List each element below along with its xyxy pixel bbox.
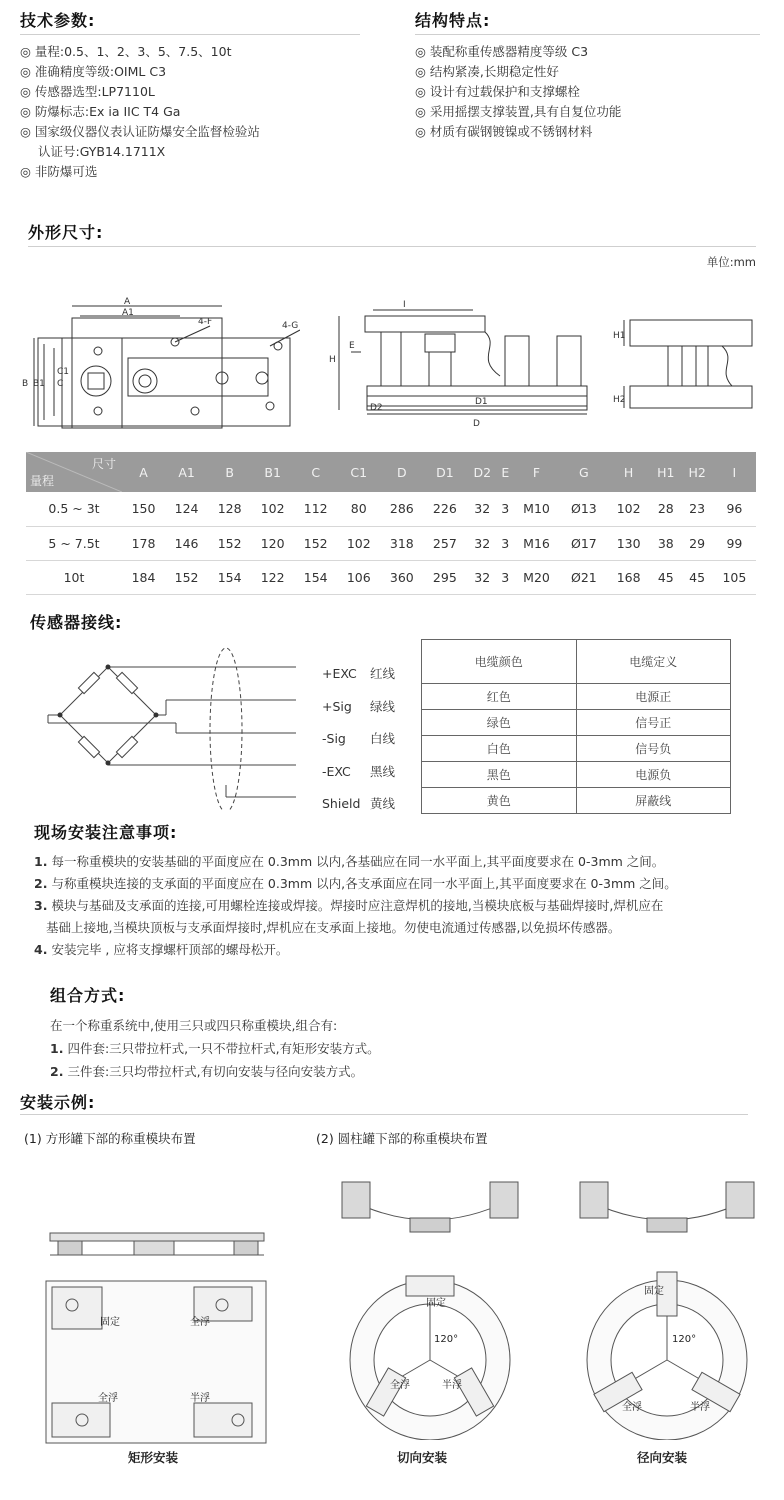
structure-title: 结构特点: xyxy=(415,11,491,30)
table-cell: 29 xyxy=(681,526,712,560)
table-cell: 102 xyxy=(607,492,650,526)
wire-signal: +Sig xyxy=(322,698,352,714)
table-cell: 80 xyxy=(337,492,380,526)
column-header: H1 xyxy=(650,452,681,492)
tangent-label-angle: 120° xyxy=(434,1334,459,1345)
dim-label-d2: D2 xyxy=(370,403,383,413)
table-row xyxy=(422,762,731,788)
structure-item: ◎ 设计有过载保护和支撑螺栓 xyxy=(415,84,580,99)
dim-label-f: 4-F xyxy=(198,317,213,327)
table-cell: 99 xyxy=(713,526,756,560)
wire-signal: -Sig xyxy=(322,731,346,746)
table-cell: 184 xyxy=(122,560,165,594)
table-cell: 45 xyxy=(650,560,681,594)
radial-install-drawing xyxy=(572,1160,762,1440)
examples-divider xyxy=(20,1114,748,1115)
table-cell: 295 xyxy=(423,560,466,594)
table-row xyxy=(422,684,731,710)
structure-item: ◎ 材质有碳钢镀镍或不锈钢材料 xyxy=(415,124,593,139)
column-header: A1 xyxy=(165,452,208,492)
table-row xyxy=(26,492,756,526)
table-cell: 150 xyxy=(122,492,165,526)
top-view-drawing xyxy=(20,296,300,436)
examples-title: 安装示例: xyxy=(20,1093,96,1112)
rect-label-float1: 全浮 xyxy=(190,1317,210,1328)
wire-signal: -EXC xyxy=(322,763,351,779)
wire-item xyxy=(322,756,395,789)
tangent-label-fixed: 固定 xyxy=(426,1298,446,1309)
dim-label-e: E xyxy=(349,341,355,351)
rect-label-semi: 半浮 xyxy=(190,1393,210,1404)
table-cell: 黄色 xyxy=(422,788,577,814)
table-row xyxy=(26,526,756,560)
column-header: A xyxy=(122,452,165,492)
corner-range-label: 量程 xyxy=(30,474,55,488)
note-item xyxy=(34,873,764,895)
wire-color: 绿线 xyxy=(370,698,396,714)
wire-item xyxy=(322,723,395,756)
side-view-drawing xyxy=(325,296,595,436)
dim-label-b1: B1 xyxy=(33,379,45,389)
combo-list xyxy=(50,1014,380,1083)
table-cell: 226 xyxy=(423,492,466,526)
table-cell: 130 xyxy=(607,526,650,560)
corner-size-label: 尺寸 xyxy=(91,457,116,471)
note-number: 2. xyxy=(34,876,48,891)
table-row xyxy=(422,736,731,762)
table-cell: 45 xyxy=(681,560,712,594)
tech-item: 认证号:GYB14.1711X xyxy=(38,144,166,159)
wire-item xyxy=(322,658,395,691)
dimensions-divider xyxy=(28,246,756,247)
column-header: B xyxy=(208,452,251,492)
dim-label-d: D xyxy=(473,419,480,429)
table-cell: 168 xyxy=(607,560,650,594)
dim-label-h: H xyxy=(329,355,336,365)
wire-color: 白线 xyxy=(370,731,396,746)
table-cell: 电源正 xyxy=(576,684,731,710)
table-cell: 122 xyxy=(251,560,294,594)
table-cell: 屏蔽线 xyxy=(576,788,731,814)
tech-list xyxy=(20,42,260,182)
dim-label-c1: C1 xyxy=(57,367,70,377)
rect-label-fixed: 固定 xyxy=(100,1317,120,1328)
wire-item xyxy=(322,788,395,821)
caption-radial: 径向安装 xyxy=(637,1450,688,1465)
table-cell: 白色 xyxy=(422,736,577,762)
wire-signal: Shield xyxy=(322,796,361,811)
column-header: D2 xyxy=(466,452,498,492)
notes-list xyxy=(34,851,764,961)
combo-title: 组合方式: xyxy=(50,986,126,1005)
tech-item: ◎ 非防爆可选 xyxy=(20,164,98,179)
wire-list xyxy=(322,658,395,821)
dimension-table xyxy=(26,452,756,595)
combo-number: 2. xyxy=(50,1064,64,1079)
note-item xyxy=(34,851,764,873)
column-header: G xyxy=(561,452,607,492)
rect-label-float2: 全浮 xyxy=(98,1393,118,1404)
note-item xyxy=(34,895,764,917)
table-cell: Ø13 xyxy=(561,492,607,526)
column-header: D1 xyxy=(423,452,466,492)
combo-item xyxy=(50,1060,380,1083)
table-cell: 102 xyxy=(337,526,380,560)
table-cell: 112 xyxy=(294,492,337,526)
dim-label-a1: A1 xyxy=(122,308,134,318)
unit-label: 单位:mm xyxy=(706,255,756,269)
cable-table xyxy=(421,639,731,814)
table-cell: 96 xyxy=(713,492,756,526)
table-cell: 3 xyxy=(498,560,512,594)
dim-label-a: A xyxy=(124,297,131,307)
table-cell: 106 xyxy=(337,560,380,594)
wire-item xyxy=(322,691,395,724)
dim-label-i: I xyxy=(403,300,406,310)
dim-label-d1: D1 xyxy=(475,397,488,407)
dim-label-b: B xyxy=(22,379,29,389)
tech-divider xyxy=(20,34,360,35)
table-cell: 102 xyxy=(251,492,294,526)
table-cell: M16 xyxy=(512,526,560,560)
note-text: 每一称重模块的安装基础的平面度应在 0.3mm 以内,各基础应在同一水平面上,其平面度要求在 0-3mm 之间。 xyxy=(51,854,665,869)
column-header: B1 xyxy=(251,452,294,492)
table-cell: 178 xyxy=(122,526,165,560)
table-cell: 3 xyxy=(498,526,512,560)
square-tank-drawing xyxy=(44,1225,274,1445)
note-item xyxy=(34,939,764,961)
combo-text: 四件套:三只带拉杆式,一只不带拉杆式,有矩形安装方式。 xyxy=(67,1041,380,1056)
column-header: I xyxy=(713,452,756,492)
note-text: 与称重模块连接的支承面的平面度应在 0.3mm 以内,各支承面应在同一水平面上,其平面度要求在 0-3mm 之间。 xyxy=(51,876,677,891)
column-header: F xyxy=(512,452,560,492)
table-cell: 146 xyxy=(165,526,208,560)
table-cell: 152 xyxy=(165,560,208,594)
example-subtitle-cylinder: (2) 圆柱罐下部的称重模块布置 xyxy=(316,1131,488,1146)
tech-item: ◎ 防爆标志:Ex ia IIC T4 Ga xyxy=(20,104,181,119)
table-cell: M20 xyxy=(512,560,560,594)
table-cell: 152 xyxy=(208,526,251,560)
wiring-diagram xyxy=(36,645,296,810)
wire-color: 黄线 xyxy=(370,796,396,811)
note-number: 3. xyxy=(34,898,48,913)
structure-item: ◎ 采用摇摆支撑装置,具有自复位功能 xyxy=(415,104,622,119)
tech-item: ◎ 传感器选型:LP7110L xyxy=(20,84,155,99)
tangent-label-semi: 半浮 xyxy=(442,1380,462,1391)
dim-label-h2: H2 xyxy=(613,395,626,405)
note-text: 模块与基础及支承面的连接,可用螺栓连接或焊接。焊接时应注意焊机的接地,当模块底板与基础焊接时,焊机应在 xyxy=(51,898,664,913)
structure-divider xyxy=(415,34,760,35)
table-cell: 32 xyxy=(466,492,498,526)
table-row xyxy=(26,560,756,594)
range-cell: 10t xyxy=(26,560,122,594)
note-item-continued xyxy=(34,917,764,939)
table-cell: 105 xyxy=(713,560,756,594)
tangent-install-drawing xyxy=(330,1160,530,1440)
example-subtitle-square: (1) 方形罐下部的称重模块布置 xyxy=(24,1131,196,1146)
end-view-drawing xyxy=(612,300,762,420)
column-header: C1 xyxy=(337,452,380,492)
structure-item: ◎ 结构紧凑,长期稳定性好 xyxy=(415,64,559,79)
table-cell: 128 xyxy=(208,492,251,526)
range-cell: 5 ~ 7.5t xyxy=(26,526,122,560)
wiring-title: 传感器接线: xyxy=(30,613,123,632)
cable-header: 电缆颜色 xyxy=(422,640,577,684)
table-cell: 120 xyxy=(251,526,294,560)
note-text: 安装完毕 , 应将支撑螺杆顶部的螺母松开。 xyxy=(51,942,289,957)
table-cell: Ø21 xyxy=(561,560,607,594)
table-corner xyxy=(26,452,122,492)
structure-list xyxy=(415,42,621,142)
table-cell: 32 xyxy=(466,526,498,560)
range-cell: 0.5 ~ 3t xyxy=(26,492,122,526)
dimensions-title: 外形尺寸: xyxy=(28,223,104,242)
dim-label-g: 4-G xyxy=(282,321,299,331)
table-cell: 32 xyxy=(466,560,498,594)
wire-signal: +EXC xyxy=(322,666,357,681)
table-cell: 3 xyxy=(498,492,512,526)
radial-label-float: 全浮 xyxy=(622,1402,642,1413)
table-cell: 28 xyxy=(650,492,681,526)
combo-intro: 在一个称重系统中,使用三只或四只称重模块,组合有: xyxy=(50,1018,338,1033)
combo-number: 1. xyxy=(50,1041,64,1056)
table-cell: 124 xyxy=(165,492,208,526)
table-cell: 286 xyxy=(380,492,423,526)
note-text: 基础上接地,当模块顶板与支承面焊接时,焊机应在支承面上接地。勿使电流通过传感器,以免损坏传感器。 xyxy=(46,920,621,935)
tangent-label-float: 全浮 xyxy=(390,1380,410,1391)
dim-label-h1: H1 xyxy=(613,331,626,341)
table-cell: 23 xyxy=(681,492,712,526)
column-header: H2 xyxy=(681,452,712,492)
wire-color: 红线 xyxy=(370,666,396,681)
wire-color: 黑线 xyxy=(370,763,396,779)
structure-item: ◎ 装配称重传感器精度等级 C3 xyxy=(415,44,589,59)
column-header: E xyxy=(498,452,512,492)
radial-label-semi: 半浮 xyxy=(690,1402,710,1413)
caption-rectangular: 矩形安装 xyxy=(128,1450,179,1465)
table-cell: M10 xyxy=(512,492,560,526)
note-number: 1. xyxy=(34,854,48,869)
combo-item xyxy=(50,1037,380,1060)
note-number: 4. xyxy=(34,942,48,957)
table-cell: 360 xyxy=(380,560,423,594)
dim-label-c: C xyxy=(57,379,64,389)
table-cell: 信号正 xyxy=(576,710,731,736)
table-cell: 黑色 xyxy=(422,762,577,788)
table-cell: 257 xyxy=(423,526,466,560)
table-cell: 154 xyxy=(294,560,337,594)
table-cell: 红色 xyxy=(422,684,577,710)
table-cell: 38 xyxy=(650,526,681,560)
radial-label-angle: 120° xyxy=(672,1334,697,1345)
table-cell: 信号负 xyxy=(576,736,731,762)
tech-item: ◎ 准确精度等级:OIML C3 xyxy=(20,64,167,79)
table-cell: 318 xyxy=(380,526,423,560)
tech-item: ◎ 量程:0.5、1、2、3、5、7.5、10t xyxy=(20,44,232,59)
cable-header: 电缆定义 xyxy=(576,640,731,684)
combo-text: 三件套:三只均带拉杆式,有切向安装与径向安装方式。 xyxy=(67,1064,364,1079)
table-row xyxy=(422,710,731,736)
table-cell: 152 xyxy=(294,526,337,560)
column-header: D xyxy=(380,452,423,492)
table-row xyxy=(422,788,731,814)
radial-label-fixed: 固定 xyxy=(644,1286,664,1297)
table-cell: Ø17 xyxy=(561,526,607,560)
table-cell: 绿色 xyxy=(422,710,577,736)
column-header: H xyxy=(607,452,650,492)
table-cell: 电源负 xyxy=(576,762,731,788)
tech-title: 技术参数: xyxy=(20,11,96,30)
notes-title: 现场安装注意事项: xyxy=(34,823,178,842)
table-cell: 154 xyxy=(208,560,251,594)
column-header: C xyxy=(294,452,337,492)
caption-tangent: 切向安装 xyxy=(397,1450,448,1465)
tech-item: ◎ 国家级仪器仪表认证防爆安全监督检验站 xyxy=(20,124,260,139)
